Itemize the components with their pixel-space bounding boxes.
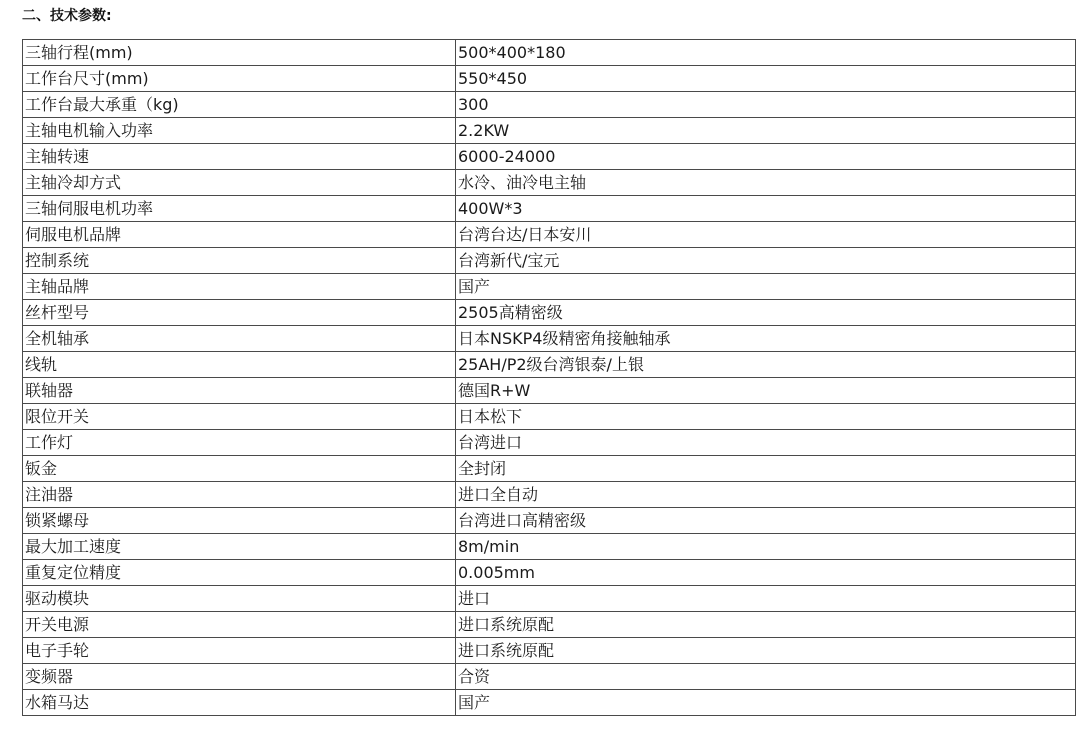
spec-label-cell: 工作台尺寸(mm) — [23, 66, 456, 92]
spec-value-cell: 国产 — [456, 274, 1076, 300]
spec-value-cell: 全封闭 — [456, 456, 1076, 482]
spec-label-cell: 三轴伺服电机功率 — [23, 196, 456, 222]
spec-label-cell: 限位开关 — [23, 404, 456, 430]
spec-label-cell: 线轨 — [23, 352, 456, 378]
spec-value-cell: 德国R+W — [456, 378, 1076, 404]
spec-label-cell: 重复定位精度 — [23, 560, 456, 586]
table-row — [23, 664, 1076, 690]
spec-label-cell: 最大加工速度 — [23, 534, 456, 560]
spec-table — [22, 39, 1076, 716]
section-title: 二、技术参数: — [22, 8, 112, 24]
table-row — [23, 92, 1076, 118]
spec-value-cell: 水冷、油冷电主轴 — [456, 170, 1076, 196]
spec-label-cell: 驱动模块 — [23, 586, 456, 612]
spec-label-cell: 注油器 — [23, 482, 456, 508]
table-row — [23, 534, 1076, 560]
spec-value-cell: 日本NSKP4级精密角接触轴承 — [456, 326, 1076, 352]
spec-value-cell: 6000-24000 — [456, 144, 1076, 170]
table-row — [23, 560, 1076, 586]
spec-label-cell: 锁紧螺母 — [23, 508, 456, 534]
spec-label-cell: 主轴转速 — [23, 144, 456, 170]
table-row — [23, 40, 1076, 66]
spec-value-cell: 400W*3 — [456, 196, 1076, 222]
table-row — [23, 508, 1076, 534]
spec-label-cell: 主轴电机输入功率 — [23, 118, 456, 144]
table-row — [23, 300, 1076, 326]
spec-label-cell: 主轴冷却方式 — [23, 170, 456, 196]
table-row — [23, 274, 1076, 300]
table-row — [23, 222, 1076, 248]
spec-value-cell: 台湾进口高精密级 — [456, 508, 1076, 534]
table-row — [23, 456, 1076, 482]
table-row — [23, 170, 1076, 196]
spec-label-cell: 工作灯 — [23, 430, 456, 456]
spec-label-cell: 水箱马达 — [23, 690, 456, 716]
spec-table-body — [23, 40, 1076, 716]
spec-value-cell: 25AH/P2级台湾银泰/上银 — [456, 352, 1076, 378]
spec-value-cell: 进口 — [456, 586, 1076, 612]
spec-value-cell: 台湾台达/日本安川 — [456, 222, 1076, 248]
spec-value-cell: 进口系统原配 — [456, 612, 1076, 638]
spec-label-cell: 丝杆型号 — [23, 300, 456, 326]
spec-label-cell: 全机轴承 — [23, 326, 456, 352]
table-row — [23, 326, 1076, 352]
spec-value-cell: 500*400*180 — [456, 40, 1076, 66]
spec-label-cell: 三轴行程(mm) — [23, 40, 456, 66]
table-row — [23, 378, 1076, 404]
table-row — [23, 118, 1076, 144]
spec-label-cell: 钣金 — [23, 456, 456, 482]
spec-value-cell: 国产 — [456, 690, 1076, 716]
spec-label-cell: 电子手轮 — [23, 638, 456, 664]
spec-value-cell: 进口全自动 — [456, 482, 1076, 508]
spec-value-cell: 台湾进口 — [456, 430, 1076, 456]
table-row — [23, 482, 1076, 508]
table-row — [23, 430, 1076, 456]
spec-value-cell: 2.2KW — [456, 118, 1076, 144]
spec-value-cell: 进口系统原配 — [456, 638, 1076, 664]
spec-value-cell: 300 — [456, 92, 1076, 118]
spec-value-cell: 合资 — [456, 664, 1076, 690]
spec-value-cell: 2505高精密级 — [456, 300, 1076, 326]
spec-value-cell: 0.005mm — [456, 560, 1076, 586]
spec-value-cell: 台湾新代/宝元 — [456, 248, 1076, 274]
table-row — [23, 612, 1076, 638]
table-row — [23, 144, 1076, 170]
spec-value-cell: 8m/min — [456, 534, 1076, 560]
table-row — [23, 586, 1076, 612]
table-row — [23, 404, 1076, 430]
table-row — [23, 196, 1076, 222]
spec-label-cell: 控制系统 — [23, 248, 456, 274]
table-row — [23, 690, 1076, 716]
spec-value-cell: 550*450 — [456, 66, 1076, 92]
table-row — [23, 638, 1076, 664]
spec-value-cell: 日本松下 — [456, 404, 1076, 430]
spec-label-cell: 变频器 — [23, 664, 456, 690]
spec-label-cell: 开关电源 — [23, 612, 456, 638]
spec-label-cell: 工作台最大承重（kg) — [23, 92, 456, 118]
spec-label-cell: 主轴品牌 — [23, 274, 456, 300]
spec-label-cell: 伺服电机品牌 — [23, 222, 456, 248]
table-row — [23, 248, 1076, 274]
spec-label-cell: 联轴器 — [23, 378, 456, 404]
table-row — [23, 352, 1076, 378]
table-row — [23, 66, 1076, 92]
